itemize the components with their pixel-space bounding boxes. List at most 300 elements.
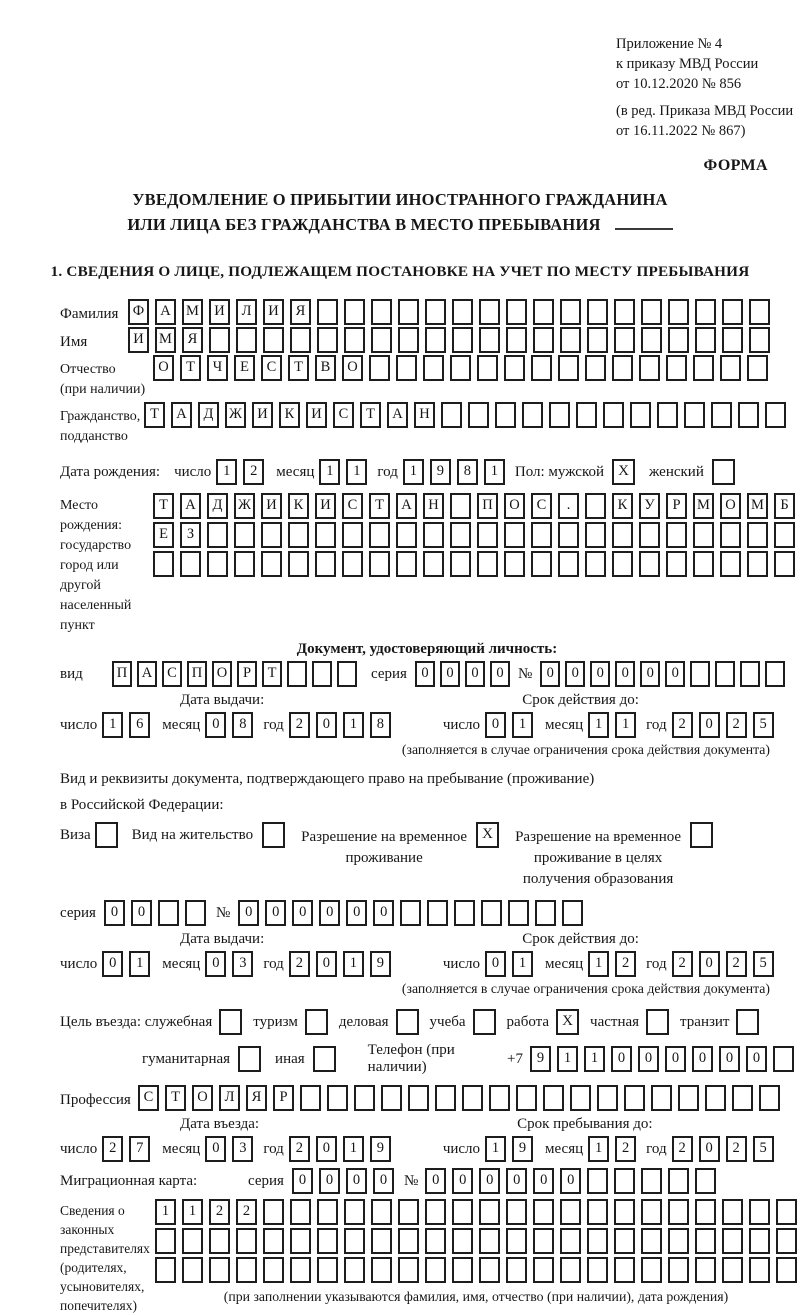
- char-cell[interactable]: И: [261, 493, 282, 519]
- char-cell[interactable]: 0: [415, 661, 435, 687]
- char-cell[interactable]: [477, 551, 498, 577]
- char-cell[interactable]: [560, 299, 581, 325]
- char-cell[interactable]: [263, 327, 284, 353]
- purpose-tourism-checkbox[interactable]: [305, 1009, 328, 1035]
- char-cell[interactable]: 1: [346, 459, 367, 485]
- char-cell[interactable]: [558, 551, 579, 577]
- char-cell[interactable]: 1: [319, 459, 340, 485]
- char-cell[interactable]: И: [209, 299, 230, 325]
- char-cell[interactable]: 0: [665, 661, 685, 687]
- char-cell[interactable]: [740, 661, 760, 687]
- char-cell[interactable]: [560, 1257, 581, 1283]
- char-cell[interactable]: [558, 522, 579, 548]
- char-cell[interactable]: [462, 1085, 483, 1111]
- char-cell[interactable]: [749, 1199, 770, 1225]
- char-cell[interactable]: [711, 402, 732, 428]
- char-cell[interactable]: 0: [292, 900, 313, 926]
- char-cell[interactable]: 0: [373, 1168, 394, 1194]
- char-cell[interactable]: [531, 522, 552, 548]
- char-cell[interactable]: [344, 1228, 365, 1254]
- char-cell[interactable]: [774, 551, 795, 577]
- char-cell[interactable]: А: [155, 299, 176, 325]
- char-cell[interactable]: 2: [209, 1199, 230, 1225]
- char-cell[interactable]: [722, 1257, 743, 1283]
- char-cell[interactable]: 0: [746, 1046, 767, 1072]
- char-cell[interactable]: С: [342, 493, 363, 519]
- residence-permit-checkbox[interactable]: [262, 822, 285, 848]
- char-cell[interactable]: 2: [102, 1136, 123, 1162]
- char-cell[interactable]: [695, 1257, 716, 1283]
- char-cell[interactable]: [450, 493, 471, 519]
- char-cell[interactable]: Т: [288, 355, 309, 381]
- char-cell[interactable]: [560, 327, 581, 353]
- char-cell[interactable]: [614, 1228, 635, 1254]
- char-cell[interactable]: [396, 551, 417, 577]
- char-cell[interactable]: [398, 1257, 419, 1283]
- char-cell[interactable]: [587, 1199, 608, 1225]
- char-cell[interactable]: [516, 1085, 537, 1111]
- purpose-transit-checkbox[interactable]: [736, 1009, 759, 1035]
- char-cell[interactable]: И: [128, 327, 149, 353]
- char-cell[interactable]: [722, 1228, 743, 1254]
- char-cell[interactable]: Т: [369, 493, 390, 519]
- sex-female-checkbox[interactable]: [712, 459, 735, 485]
- char-cell[interactable]: [668, 1199, 689, 1225]
- char-cell[interactable]: [423, 551, 444, 577]
- char-cell[interactable]: 0: [611, 1046, 632, 1072]
- char-cell[interactable]: [562, 900, 583, 926]
- char-cell[interactable]: И: [252, 402, 273, 428]
- char-cell[interactable]: [614, 1199, 635, 1225]
- char-cell[interactable]: [747, 522, 768, 548]
- char-cell[interactable]: 2: [289, 712, 310, 738]
- char-cell[interactable]: К: [279, 402, 300, 428]
- char-cell[interactable]: [317, 327, 338, 353]
- char-cell[interactable]: [774, 522, 795, 548]
- char-cell[interactable]: [585, 493, 606, 519]
- char-cell[interactable]: [342, 551, 363, 577]
- char-cell[interactable]: [371, 1257, 392, 1283]
- char-cell[interactable]: 0: [265, 900, 286, 926]
- char-cell[interactable]: Я: [182, 327, 203, 353]
- char-cell[interactable]: [452, 327, 473, 353]
- char-cell[interactable]: 1: [512, 712, 533, 738]
- char-cell[interactable]: 0: [102, 951, 123, 977]
- char-cell[interactable]: 0: [638, 1046, 659, 1072]
- char-cell[interactable]: [508, 900, 529, 926]
- char-cell[interactable]: И: [306, 402, 327, 428]
- char-cell[interactable]: [531, 551, 552, 577]
- char-cell[interactable]: [612, 551, 633, 577]
- char-cell[interactable]: 1: [102, 712, 123, 738]
- char-cell[interactable]: [155, 1228, 176, 1254]
- char-cell[interactable]: 0: [533, 1168, 554, 1194]
- char-cell[interactable]: 0: [479, 1168, 500, 1194]
- char-cell[interactable]: [477, 355, 498, 381]
- char-cell[interactable]: [587, 1257, 608, 1283]
- char-cell[interactable]: [450, 551, 471, 577]
- char-cell[interactable]: [425, 1199, 446, 1225]
- char-cell[interactable]: М: [747, 493, 768, 519]
- char-cell[interactable]: 1: [216, 459, 237, 485]
- char-cell[interactable]: [479, 299, 500, 325]
- char-cell[interactable]: 1: [557, 1046, 578, 1072]
- char-cell[interactable]: [371, 299, 392, 325]
- char-cell[interactable]: С: [261, 355, 282, 381]
- char-cell[interactable]: [452, 299, 473, 325]
- char-cell[interactable]: [678, 1085, 699, 1111]
- char-cell[interactable]: Т: [144, 402, 165, 428]
- char-cell[interactable]: 0: [565, 661, 585, 687]
- char-cell[interactable]: 1: [129, 951, 150, 977]
- char-cell[interactable]: [327, 1085, 348, 1111]
- char-cell[interactable]: 1: [588, 712, 609, 738]
- char-cell[interactable]: [369, 522, 390, 548]
- char-cell[interactable]: [506, 1199, 527, 1225]
- char-cell[interactable]: [371, 327, 392, 353]
- char-cell[interactable]: П: [112, 661, 132, 687]
- char-cell[interactable]: [657, 402, 678, 428]
- char-cell[interactable]: [668, 327, 689, 353]
- char-cell[interactable]: [381, 1085, 402, 1111]
- char-cell[interactable]: Н: [423, 493, 444, 519]
- char-cell[interactable]: [587, 1168, 608, 1194]
- char-cell[interactable]: Б: [774, 493, 795, 519]
- char-cell[interactable]: 2: [289, 951, 310, 977]
- char-cell[interactable]: [630, 402, 651, 428]
- char-cell[interactable]: [666, 522, 687, 548]
- char-cell[interactable]: З: [180, 522, 201, 548]
- char-cell[interactable]: [435, 1085, 456, 1111]
- char-cell[interactable]: [317, 1257, 338, 1283]
- char-cell[interactable]: 0: [319, 900, 340, 926]
- char-cell[interactable]: [155, 1257, 176, 1283]
- char-cell[interactable]: 2: [615, 951, 636, 977]
- char-cell[interactable]: Е: [234, 355, 255, 381]
- char-cell[interactable]: [344, 1257, 365, 1283]
- char-cell[interactable]: 1: [182, 1199, 203, 1225]
- char-cell[interactable]: [533, 1257, 554, 1283]
- purpose-work-checkbox[interactable]: X: [556, 1009, 579, 1035]
- char-cell[interactable]: Л: [236, 299, 257, 325]
- char-cell[interactable]: [641, 1199, 662, 1225]
- char-cell[interactable]: Р: [666, 493, 687, 519]
- char-cell[interactable]: [695, 1228, 716, 1254]
- char-cell[interactable]: Д: [207, 493, 228, 519]
- char-cell[interactable]: 0: [699, 1136, 720, 1162]
- purpose-other-checkbox[interactable]: [313, 1046, 336, 1072]
- char-cell[interactable]: [425, 327, 446, 353]
- char-cell[interactable]: 2: [672, 712, 693, 738]
- char-cell[interactable]: [209, 1228, 230, 1254]
- char-cell[interactable]: 1: [512, 951, 533, 977]
- char-cell[interactable]: [477, 522, 498, 548]
- char-cell[interactable]: 9: [370, 951, 391, 977]
- char-cell[interactable]: [587, 327, 608, 353]
- char-cell[interactable]: 1: [343, 951, 364, 977]
- char-cell[interactable]: [597, 1085, 618, 1111]
- char-cell[interactable]: О: [342, 355, 363, 381]
- char-cell[interactable]: [290, 327, 311, 353]
- char-cell[interactable]: 1: [588, 951, 609, 977]
- char-cell[interactable]: Е: [153, 522, 174, 548]
- char-cell[interactable]: [759, 1085, 780, 1111]
- char-cell[interactable]: 1: [403, 459, 424, 485]
- char-cell[interactable]: [639, 551, 660, 577]
- temp-residence-edu-checkbox[interactable]: [690, 822, 713, 848]
- char-cell[interactable]: [695, 327, 716, 353]
- char-cell[interactable]: [317, 1228, 338, 1254]
- char-cell[interactable]: О: [720, 493, 741, 519]
- char-cell[interactable]: 6: [129, 712, 150, 738]
- char-cell[interactable]: [425, 1257, 446, 1283]
- char-cell[interactable]: М: [693, 493, 714, 519]
- char-cell[interactable]: [263, 1257, 284, 1283]
- purpose-private-checkbox[interactable]: [646, 1009, 669, 1035]
- char-cell[interactable]: [287, 661, 307, 687]
- char-cell[interactable]: [400, 900, 421, 926]
- char-cell[interactable]: [587, 1228, 608, 1254]
- char-cell[interactable]: [722, 299, 743, 325]
- char-cell[interactable]: [153, 551, 174, 577]
- char-cell[interactable]: 0: [373, 900, 394, 926]
- char-cell[interactable]: [398, 327, 419, 353]
- char-cell[interactable]: [479, 1199, 500, 1225]
- char-cell[interactable]: [506, 327, 527, 353]
- char-cell[interactable]: [612, 355, 633, 381]
- char-cell[interactable]: 2: [726, 712, 747, 738]
- char-cell[interactable]: 9: [430, 459, 451, 485]
- char-cell[interactable]: [371, 1228, 392, 1254]
- char-cell[interactable]: Т: [165, 1085, 186, 1111]
- char-cell[interactable]: [396, 522, 417, 548]
- char-cell[interactable]: Т: [180, 355, 201, 381]
- char-cell[interactable]: [560, 1199, 581, 1225]
- char-cell[interactable]: Ч: [207, 355, 228, 381]
- char-cell[interactable]: Т: [360, 402, 381, 428]
- char-cell[interactable]: [749, 299, 770, 325]
- char-cell[interactable]: 0: [699, 951, 720, 977]
- char-cell[interactable]: 0: [490, 661, 510, 687]
- char-cell[interactable]: [450, 355, 471, 381]
- char-cell[interactable]: Р: [273, 1085, 294, 1111]
- char-cell[interactable]: С: [162, 661, 182, 687]
- char-cell[interactable]: [749, 327, 770, 353]
- char-cell[interactable]: 2: [672, 951, 693, 977]
- char-cell[interactable]: [398, 1199, 419, 1225]
- char-cell[interactable]: 8: [232, 712, 253, 738]
- char-cell[interactable]: М: [182, 299, 203, 325]
- char-cell[interactable]: 0: [540, 661, 560, 687]
- char-cell[interactable]: 0: [485, 712, 506, 738]
- char-cell[interactable]: [614, 327, 635, 353]
- char-cell[interactable]: А: [171, 402, 192, 428]
- char-cell[interactable]: 0: [316, 1136, 337, 1162]
- char-cell[interactable]: [639, 355, 660, 381]
- char-cell[interactable]: 7: [129, 1136, 150, 1162]
- char-cell[interactable]: [425, 299, 446, 325]
- char-cell[interactable]: [693, 355, 714, 381]
- char-cell[interactable]: [337, 661, 357, 687]
- char-cell[interactable]: [549, 402, 570, 428]
- temp-residence-checkbox[interactable]: X: [476, 822, 499, 848]
- char-cell[interactable]: М: [155, 327, 176, 353]
- char-cell[interactable]: [773, 1046, 794, 1072]
- char-cell[interactable]: [747, 355, 768, 381]
- char-cell[interactable]: [261, 551, 282, 577]
- char-cell[interactable]: [354, 1085, 375, 1111]
- char-cell[interactable]: [641, 1257, 662, 1283]
- char-cell[interactable]: [209, 1257, 230, 1283]
- char-cell[interactable]: [668, 1257, 689, 1283]
- char-cell[interactable]: 1: [588, 1136, 609, 1162]
- char-cell[interactable]: 1: [485, 1136, 506, 1162]
- char-cell[interactable]: 0: [640, 661, 660, 687]
- char-cell[interactable]: 9: [512, 1136, 533, 1162]
- char-cell[interactable]: О: [192, 1085, 213, 1111]
- char-cell[interactable]: [450, 522, 471, 548]
- char-cell[interactable]: 9: [370, 1136, 391, 1162]
- char-cell[interactable]: [585, 522, 606, 548]
- char-cell[interactable]: [207, 522, 228, 548]
- char-cell[interactable]: 2: [236, 1199, 257, 1225]
- char-cell[interactable]: [495, 402, 516, 428]
- sex-male-checkbox[interactable]: X: [612, 459, 635, 485]
- purpose-business-checkbox[interactable]: [396, 1009, 419, 1035]
- char-cell[interactable]: [489, 1085, 510, 1111]
- char-cell[interactable]: [423, 355, 444, 381]
- char-cell[interactable]: А: [137, 661, 157, 687]
- char-cell[interactable]: 1: [155, 1199, 176, 1225]
- char-cell[interactable]: 0: [425, 1168, 446, 1194]
- char-cell[interactable]: 2: [726, 1136, 747, 1162]
- char-cell[interactable]: [236, 1228, 257, 1254]
- char-cell[interactable]: 5: [753, 1136, 774, 1162]
- char-cell[interactable]: [263, 1199, 284, 1225]
- char-cell[interactable]: Ж: [225, 402, 246, 428]
- char-cell[interactable]: 0: [465, 661, 485, 687]
- char-cell[interactable]: [344, 1199, 365, 1225]
- char-cell[interactable]: С: [138, 1085, 159, 1111]
- char-cell[interactable]: [558, 355, 579, 381]
- char-cell[interactable]: [603, 402, 624, 428]
- char-cell[interactable]: [185, 900, 206, 926]
- char-cell[interactable]: [427, 900, 448, 926]
- char-cell[interactable]: [560, 1228, 581, 1254]
- char-cell[interactable]: [369, 551, 390, 577]
- char-cell[interactable]: [441, 402, 462, 428]
- char-cell[interactable]: 0: [452, 1168, 473, 1194]
- char-cell[interactable]: А: [387, 402, 408, 428]
- char-cell[interactable]: 1: [584, 1046, 605, 1072]
- purpose-official-checkbox[interactable]: [219, 1009, 242, 1035]
- char-cell[interactable]: 0: [699, 712, 720, 738]
- char-cell[interactable]: [705, 1085, 726, 1111]
- char-cell[interactable]: 0: [238, 900, 259, 926]
- char-cell[interactable]: 2: [243, 459, 264, 485]
- char-cell[interactable]: [454, 900, 475, 926]
- char-cell[interactable]: [452, 1257, 473, 1283]
- char-cell[interactable]: [531, 355, 552, 381]
- char-cell[interactable]: 5: [753, 951, 774, 977]
- char-cell[interactable]: 1: [484, 459, 505, 485]
- char-cell[interactable]: [236, 1257, 257, 1283]
- char-cell[interactable]: [641, 327, 662, 353]
- char-cell[interactable]: [344, 327, 365, 353]
- char-cell[interactable]: 0: [292, 1168, 313, 1194]
- char-cell[interactable]: [209, 327, 230, 353]
- visa-checkbox[interactable]: [95, 822, 118, 848]
- char-cell[interactable]: [666, 355, 687, 381]
- char-cell[interactable]: 0: [506, 1168, 527, 1194]
- char-cell[interactable]: 0: [316, 951, 337, 977]
- char-cell[interactable]: [533, 299, 554, 325]
- char-cell[interactable]: Н: [414, 402, 435, 428]
- char-cell[interactable]: [504, 522, 525, 548]
- char-cell[interactable]: [425, 1228, 446, 1254]
- char-cell[interactable]: [207, 551, 228, 577]
- char-cell[interactable]: [315, 551, 336, 577]
- char-cell[interactable]: А: [180, 493, 201, 519]
- char-cell[interactable]: [749, 1257, 770, 1283]
- char-cell[interactable]: 0: [346, 900, 367, 926]
- char-cell[interactable]: [290, 1228, 311, 1254]
- char-cell[interactable]: [651, 1085, 672, 1111]
- char-cell[interactable]: 0: [319, 1168, 340, 1194]
- char-cell[interactable]: [749, 1228, 770, 1254]
- char-cell[interactable]: [344, 299, 365, 325]
- char-cell[interactable]: [504, 551, 525, 577]
- char-cell[interactable]: 3: [232, 1136, 253, 1162]
- purpose-humanitarian-checkbox[interactable]: [238, 1046, 261, 1072]
- char-cell[interactable]: Я: [246, 1085, 267, 1111]
- char-cell[interactable]: [543, 1085, 564, 1111]
- char-cell[interactable]: В: [315, 355, 336, 381]
- char-cell[interactable]: [722, 1199, 743, 1225]
- char-cell[interactable]: [614, 1257, 635, 1283]
- char-cell[interactable]: [290, 1199, 311, 1225]
- char-cell[interactable]: [479, 1228, 500, 1254]
- char-cell[interactable]: [506, 1228, 527, 1254]
- char-cell[interactable]: [398, 1228, 419, 1254]
- char-cell[interactable]: [732, 1085, 753, 1111]
- char-cell[interactable]: [234, 522, 255, 548]
- char-cell[interactable]: [504, 355, 525, 381]
- char-cell[interactable]: 0: [104, 900, 125, 926]
- char-cell[interactable]: Р: [237, 661, 257, 687]
- char-cell[interactable]: 0: [316, 712, 337, 738]
- char-cell[interactable]: 0: [131, 900, 152, 926]
- char-cell[interactable]: [182, 1257, 203, 1283]
- char-cell[interactable]: 2: [615, 1136, 636, 1162]
- char-cell[interactable]: [720, 551, 741, 577]
- char-cell[interactable]: 2: [726, 951, 747, 977]
- char-cell[interactable]: Т: [262, 661, 282, 687]
- char-cell[interactable]: 8: [370, 712, 391, 738]
- char-cell[interactable]: Д: [198, 402, 219, 428]
- char-cell[interactable]: А: [396, 493, 417, 519]
- char-cell[interactable]: [468, 402, 489, 428]
- char-cell[interactable]: [668, 299, 689, 325]
- char-cell[interactable]: [452, 1228, 473, 1254]
- char-cell[interactable]: [158, 900, 179, 926]
- char-cell[interactable]: 5: [753, 712, 774, 738]
- char-cell[interactable]: Л: [219, 1085, 240, 1111]
- char-cell[interactable]: 0: [665, 1046, 686, 1072]
- char-cell[interactable]: 0: [615, 661, 635, 687]
- char-cell[interactable]: 1: [615, 712, 636, 738]
- char-cell[interactable]: [585, 355, 606, 381]
